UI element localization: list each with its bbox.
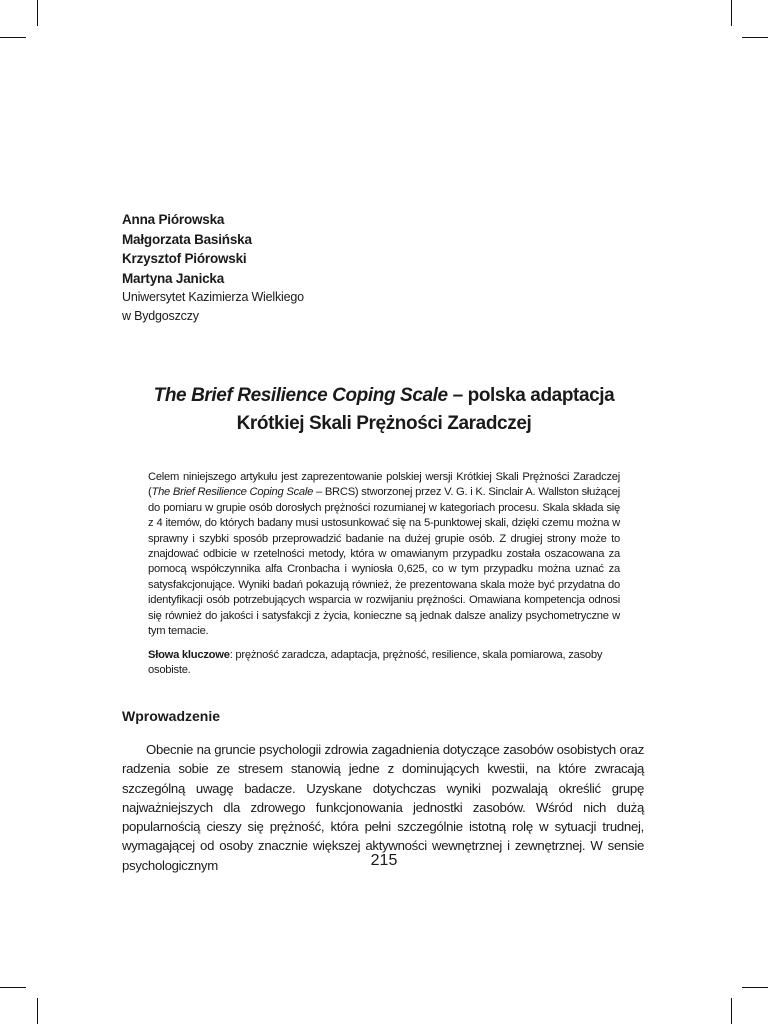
title-line-2: Krótkiej Skali Prężności Zaradczej [236, 413, 532, 434]
author-name: Anna Piórowska [122, 212, 225, 227]
body-paragraph: Obecnie na gruncie psychologii zdrowia zagadnienia dotyczące zasobów osobistych oraz radzenia sobie ze stresem stanowią jedne z dominujących kwestii, na które zwracają szczególną uwagę badacze. Uzyskane dotychczas wyniki pozwalają określić grupę najważniejszych dla zdrowego funkcjonowania jednostki zasobów. Wśród nich dużą popularnością cieszy się prężność, która pełni szczególnie istotną rolę w sytuacji trudnej, wymagającej od osoby znacznie większej aktywności wewnętrznej i zewnętrznej. W sensie psychologicznym [122, 742, 644, 873]
abstract-italic: The Brief Resilience Coping Scale [151, 486, 314, 499]
abstract [148, 470, 620, 639]
crop-mark-top-left-h [0, 37, 26, 38]
keywords-label: Słowa kluczowe [148, 649, 230, 661]
author-name: Krzysztof Piórowski [122, 251, 247, 266]
author-name: Małgorzata Basińska [122, 231, 252, 247]
crop-mark-bottom-right-h [742, 987, 768, 988]
keywords-text: : prężność zaradcza, adaptacja, prężność, resilience, skala pomiarowa, zasoby osobiste. [148, 649, 603, 677]
crop-mark-top-right [731, 0, 732, 26]
crop-mark-bottom-left-h [0, 987, 26, 988]
page-number: 215 [370, 852, 398, 869]
title-italic: The Brief Resilience Coping Scale [153, 385, 448, 406]
crop-mark-bottom-right [731, 998, 732, 1024]
abstract-text: Celem niniejszego artykułu jest zaprezentowanie polskiej wersji Krótkiej Skali Prężności Zaradczej ( [148, 471, 620, 499]
abstract-text: – BRCS) stworzonej przez V. G. i K. Sinclair A. Wallston służącej do pomiaru w grupie osób dorosłych prężności rozumianej w kategoriach procesu. Skala składa się z 4 itemów, do których badany musi ustosunkować się na 5-punktowej skali, dzięki czemu można w sprawny i szybki sposób przeprowadzić badanie na dużej grupie osób. Z drugiej strony może to znajdować odbicie w rzetelności metody, która w omawianym przypadku została oszacowana za pomocą współczynnika alfa Cronbacha i wyniosła 0,625, co w tym przypadku można uznać za satysfakcjonujące. Wyniki badań pokazują również, że prezentowana skala może być przydatna do identyfikacji osób potrzebujących wsparcia w rozwijaniu prężności. Omawiana kompetencja odnosi się również do jakości i satysfakcji z życia, konieczne są jednak dalsze analizy psychometryczne w tym temacie. [148, 486, 621, 638]
article-title [100, 382, 668, 438]
affiliation-line: Uniwersytet Kazimierza Wielkiego [122, 290, 304, 304]
crop-mark-top-left [37, 0, 38, 26]
section-heading: Wprowadzenie [122, 708, 221, 724]
author-name: Martyna Janicka [122, 270, 225, 286]
crop-mark-top-right-h [742, 37, 768, 38]
title-rest: – polska adaptacja [447, 385, 615, 406]
keywords [148, 648, 620, 679]
affiliation-line: w Bydgoszczy [122, 308, 199, 323]
title-line-1 [100, 382, 668, 410]
author-block [122, 210, 304, 325]
crop-mark-bottom-left [37, 998, 38, 1024]
